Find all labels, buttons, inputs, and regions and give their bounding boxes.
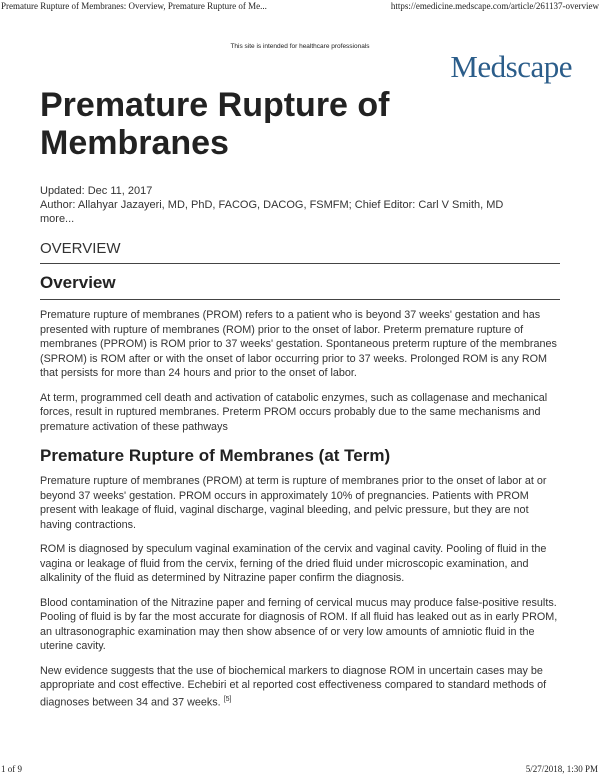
prom-paragraph-1: Premature rupture of membranes (PROM) at term is rupture of membranes prior to the onset of labor at or beyond 37 weeks' gestation. PROM occurs in approximately 10% of pregnancies. Patients with PROM present with leakage of fluid, vaginal discharge, vaginal bleeding, and pelvic pressure, but they are not having contractions. xyxy=(40,475,547,531)
section-label-overview: OVERVIEW xyxy=(40,240,560,264)
heading-prom-at-term: Premature Rupture of Membranes (at Term) xyxy=(40,446,391,465)
print-footer xyxy=(0,762,600,776)
citation-link[interactable]: [5] xyxy=(223,695,232,703)
prom-paragraph-2: ROM is diagnosed by speculum vaginal examination of the cervix and vaginal cavity. Pooling of fluid in the vagina or leakage of fluid from the cervix, ferning of the dried fluid under microscopic examination, and alkalinity of the fluid as determined by Nitrazine paper confirm the diagnosis. xyxy=(40,543,547,584)
overview-paragraph-1: Premature rupture of membranes (PROM) refers to a patient who is beyond 37 weeks' gestation and has presented with rupture of membranes (ROM) prior to the onset of labor. Preterm premature rupture of membranes (PPROM) is ROM prior to 37 weeks' gestation. Spontaneous preterm rupture of the membranes (SPROM) is ROM after or with the onset of labor occurring prior to 37 weeks. Prolonged ROM is any ROM that persists for more than 24 hours and prior to the onset of labor. xyxy=(40,309,557,379)
page-count: 1 of 9 xyxy=(1,764,22,774)
article-content xyxy=(40,86,560,720)
prom-paragraph-3: Blood contamination of the Nitrazine paper and ferning of cervical mucus may produce false-positive results. Pooling of fluid is by far the most accurate for diagnosis of ROM. If all fluid has leaked out as in early PROM, an ultrasonographic examination may then show absence of or very low amounts of amniotic fluid in the uterine cavity. xyxy=(40,596,558,652)
professional-notice: This site is intended for healthcare professionals xyxy=(230,43,370,50)
author-line: Author: Allahyar Jazayeri, MD, PhD, FACOG, DACOG, FSMFM; Chief Editor: Carl V Smith, MD xyxy=(40,199,504,211)
article-meta xyxy=(40,184,560,226)
logo-text: Medscape xyxy=(450,49,572,84)
page-title: Premature Rupture of Membranes xyxy=(40,86,390,162)
updated-date: Updated: Dec 11, 2017 xyxy=(40,185,153,197)
more-link[interactable]: more... xyxy=(40,213,75,225)
print-header-title: Premature Rupture of Membranes: Overview, Premature Rupture of Me... xyxy=(1,1,267,11)
heading-overview: Overview xyxy=(40,273,560,300)
prom-paragraph-4-text: New evidence suggests that the use of biochemical markers to diagnose ROM in uncertain cases may be appropriate and cost effective. Echebiri et al reported cost effectiveness compared to standard methods of diagnoses between 34 and 37 weeks. xyxy=(40,664,547,709)
medscape-logo[interactable] xyxy=(450,49,572,85)
print-header-url: https://emedicine.medscape.com/article/261137-overview xyxy=(390,1,599,11)
print-header xyxy=(0,0,600,14)
prom-paragraph-4 xyxy=(40,664,560,710)
print-timestamp: 5/27/2018, 1:30 PM xyxy=(525,764,598,774)
overview-paragraph-2: At term, programmed cell death and activation of catabolic enzymes, such as collagenase and mechanical forces, result in ruptured membranes. Preterm PROM occurs probably due to the same mechanisms and premature activation of these pathways xyxy=(40,391,548,433)
